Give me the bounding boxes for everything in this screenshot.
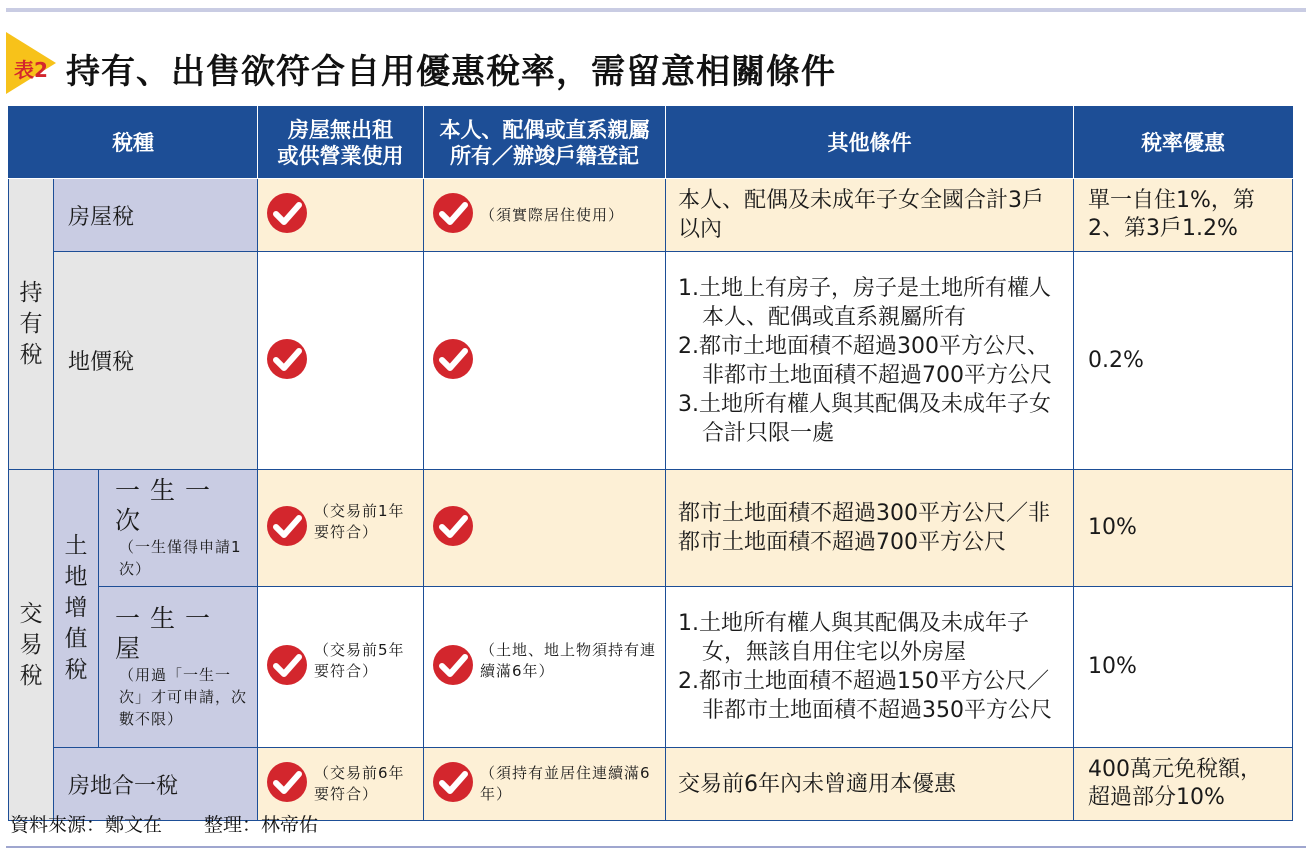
editor-text: 整理：林帝佑 — [204, 814, 319, 836]
table-row — [9, 252, 1293, 470]
check-icon — [432, 761, 474, 807]
one-house-no-rent-cell — [258, 587, 424, 748]
one-house-title: 一生一屋 — [115, 604, 221, 663]
once-no-rent-note: （交易前1年要符合） — [314, 502, 405, 541]
combined-no-rent-note: （交易前6年要符合） — [314, 764, 405, 803]
list-item: 2.都市土地面積不超過150平方公尺／非都市土地面積不超過350平方公尺 — [678, 669, 1053, 723]
tax-once — [99, 470, 258, 587]
table-row — [9, 179, 1293, 252]
source-line — [10, 810, 318, 837]
land-value-registered-cell — [424, 252, 666, 470]
check-icon — [432, 338, 474, 384]
combined-other: 交易前6年內未曾適用本優惠 — [666, 748, 1074, 821]
combined-registered-cell — [424, 748, 666, 821]
bottom-rule — [6, 846, 1306, 848]
once-title: 一生一次 — [115, 476, 221, 535]
group-land-increment-label: 土地增值稅 — [64, 533, 88, 683]
land-value-rate: 0.2% — [1074, 252, 1293, 470]
one-house-rate: 10% — [1074, 587, 1293, 748]
combined-rate: 400萬元免稅額，超過部分10% — [1074, 748, 1293, 821]
land-value-no-rent-cell — [258, 252, 424, 470]
house-registered-note: （須實際居住使用） — [480, 205, 625, 224]
check-icon — [266, 338, 308, 384]
one-house-registered-note: （土地、地上物須持有連續滿6年） — [480, 641, 657, 680]
col-registered — [424, 107, 666, 179]
once-registered-cell — [424, 470, 666, 587]
list-item: 1.土地上有房子，房子是土地所有權人本人、配偶或直系親屬所有 — [678, 275, 1052, 330]
check-icon — [266, 761, 308, 807]
col-no-rent — [258, 107, 424, 179]
tax-table — [8, 106, 1293, 821]
list-item: 3.土地所有權人與其配偶及未成年子女合計只限一處 — [678, 391, 1052, 446]
tax-combined: 房地合一稅 — [54, 748, 258, 821]
once-no-rent-cell — [258, 470, 424, 587]
table-row — [9, 470, 1293, 587]
table-tag: 表2 — [14, 58, 48, 82]
tax-land-value: 地價稅 — [54, 252, 258, 470]
group-trading-label: 交易稅 — [19, 600, 43, 689]
col-no-rent-label: 房屋無出租 或供營業使用 — [277, 117, 404, 168]
group-trading — [9, 470, 54, 821]
house-no-rent-cell — [258, 179, 424, 252]
check-icon — [266, 505, 308, 551]
list-item: 1.土地所有權人與其配偶及未成年子女，無該自用住宅以外房屋 — [678, 611, 1030, 665]
group-land-increment — [54, 470, 99, 748]
once-other: 都市土地面積不超過300平方公尺／非都市土地面積不超過700平方公尺 — [666, 470, 1074, 587]
check-icon — [432, 192, 474, 238]
source-text: 資料來源：鄭文在 — [10, 814, 163, 836]
group-holding-label: 持有稅 — [19, 279, 43, 368]
tax-house: 房屋稅 — [54, 179, 258, 252]
tax-one-house — [99, 587, 258, 748]
house-other: 本人、配偶及未成年子女全國合計3戶以內 — [666, 179, 1074, 252]
check-icon — [266, 644, 308, 690]
one-house-no-rent-note: （交易前5年要符合） — [314, 641, 405, 680]
one-house-other — [666, 587, 1074, 748]
top-rule — [6, 8, 1306, 12]
check-icon — [432, 505, 474, 551]
once-note: （一生僅得申請1次） — [119, 538, 242, 578]
col-registered-label: 本人、配偶或直系親屬 所有／辦竣戶籍登記 — [439, 117, 650, 168]
header-row — [9, 107, 1293, 179]
check-icon — [266, 192, 308, 238]
house-rate: 單一自住1%，第2、第3戶1.2% — [1074, 179, 1293, 252]
one-house-note: （用過「一生一次」才可申請，次數不限） — [119, 666, 248, 728]
col-rate: 稅率優惠 — [1074, 107, 1293, 179]
combined-registered-note: （須持有並居住連續滿6年） — [480, 764, 651, 803]
col-other: 其他條件 — [666, 107, 1074, 179]
list-item: 2.都市土地面積不超過300平方公尺、非都市土地面積不超過700平方公尺 — [678, 333, 1053, 388]
one-house-registered-cell — [424, 587, 666, 748]
check-icon — [432, 644, 474, 690]
land-value-other — [666, 252, 1074, 470]
page-title: 持有、出售欲符合自用優惠稅率，需留意相關條件 — [66, 52, 836, 92]
house-registered-cell — [424, 179, 666, 252]
once-rate: 10% — [1074, 470, 1293, 587]
table-row — [9, 587, 1293, 748]
col-tax-type: 稅種 — [9, 107, 258, 179]
group-holding — [9, 179, 54, 470]
